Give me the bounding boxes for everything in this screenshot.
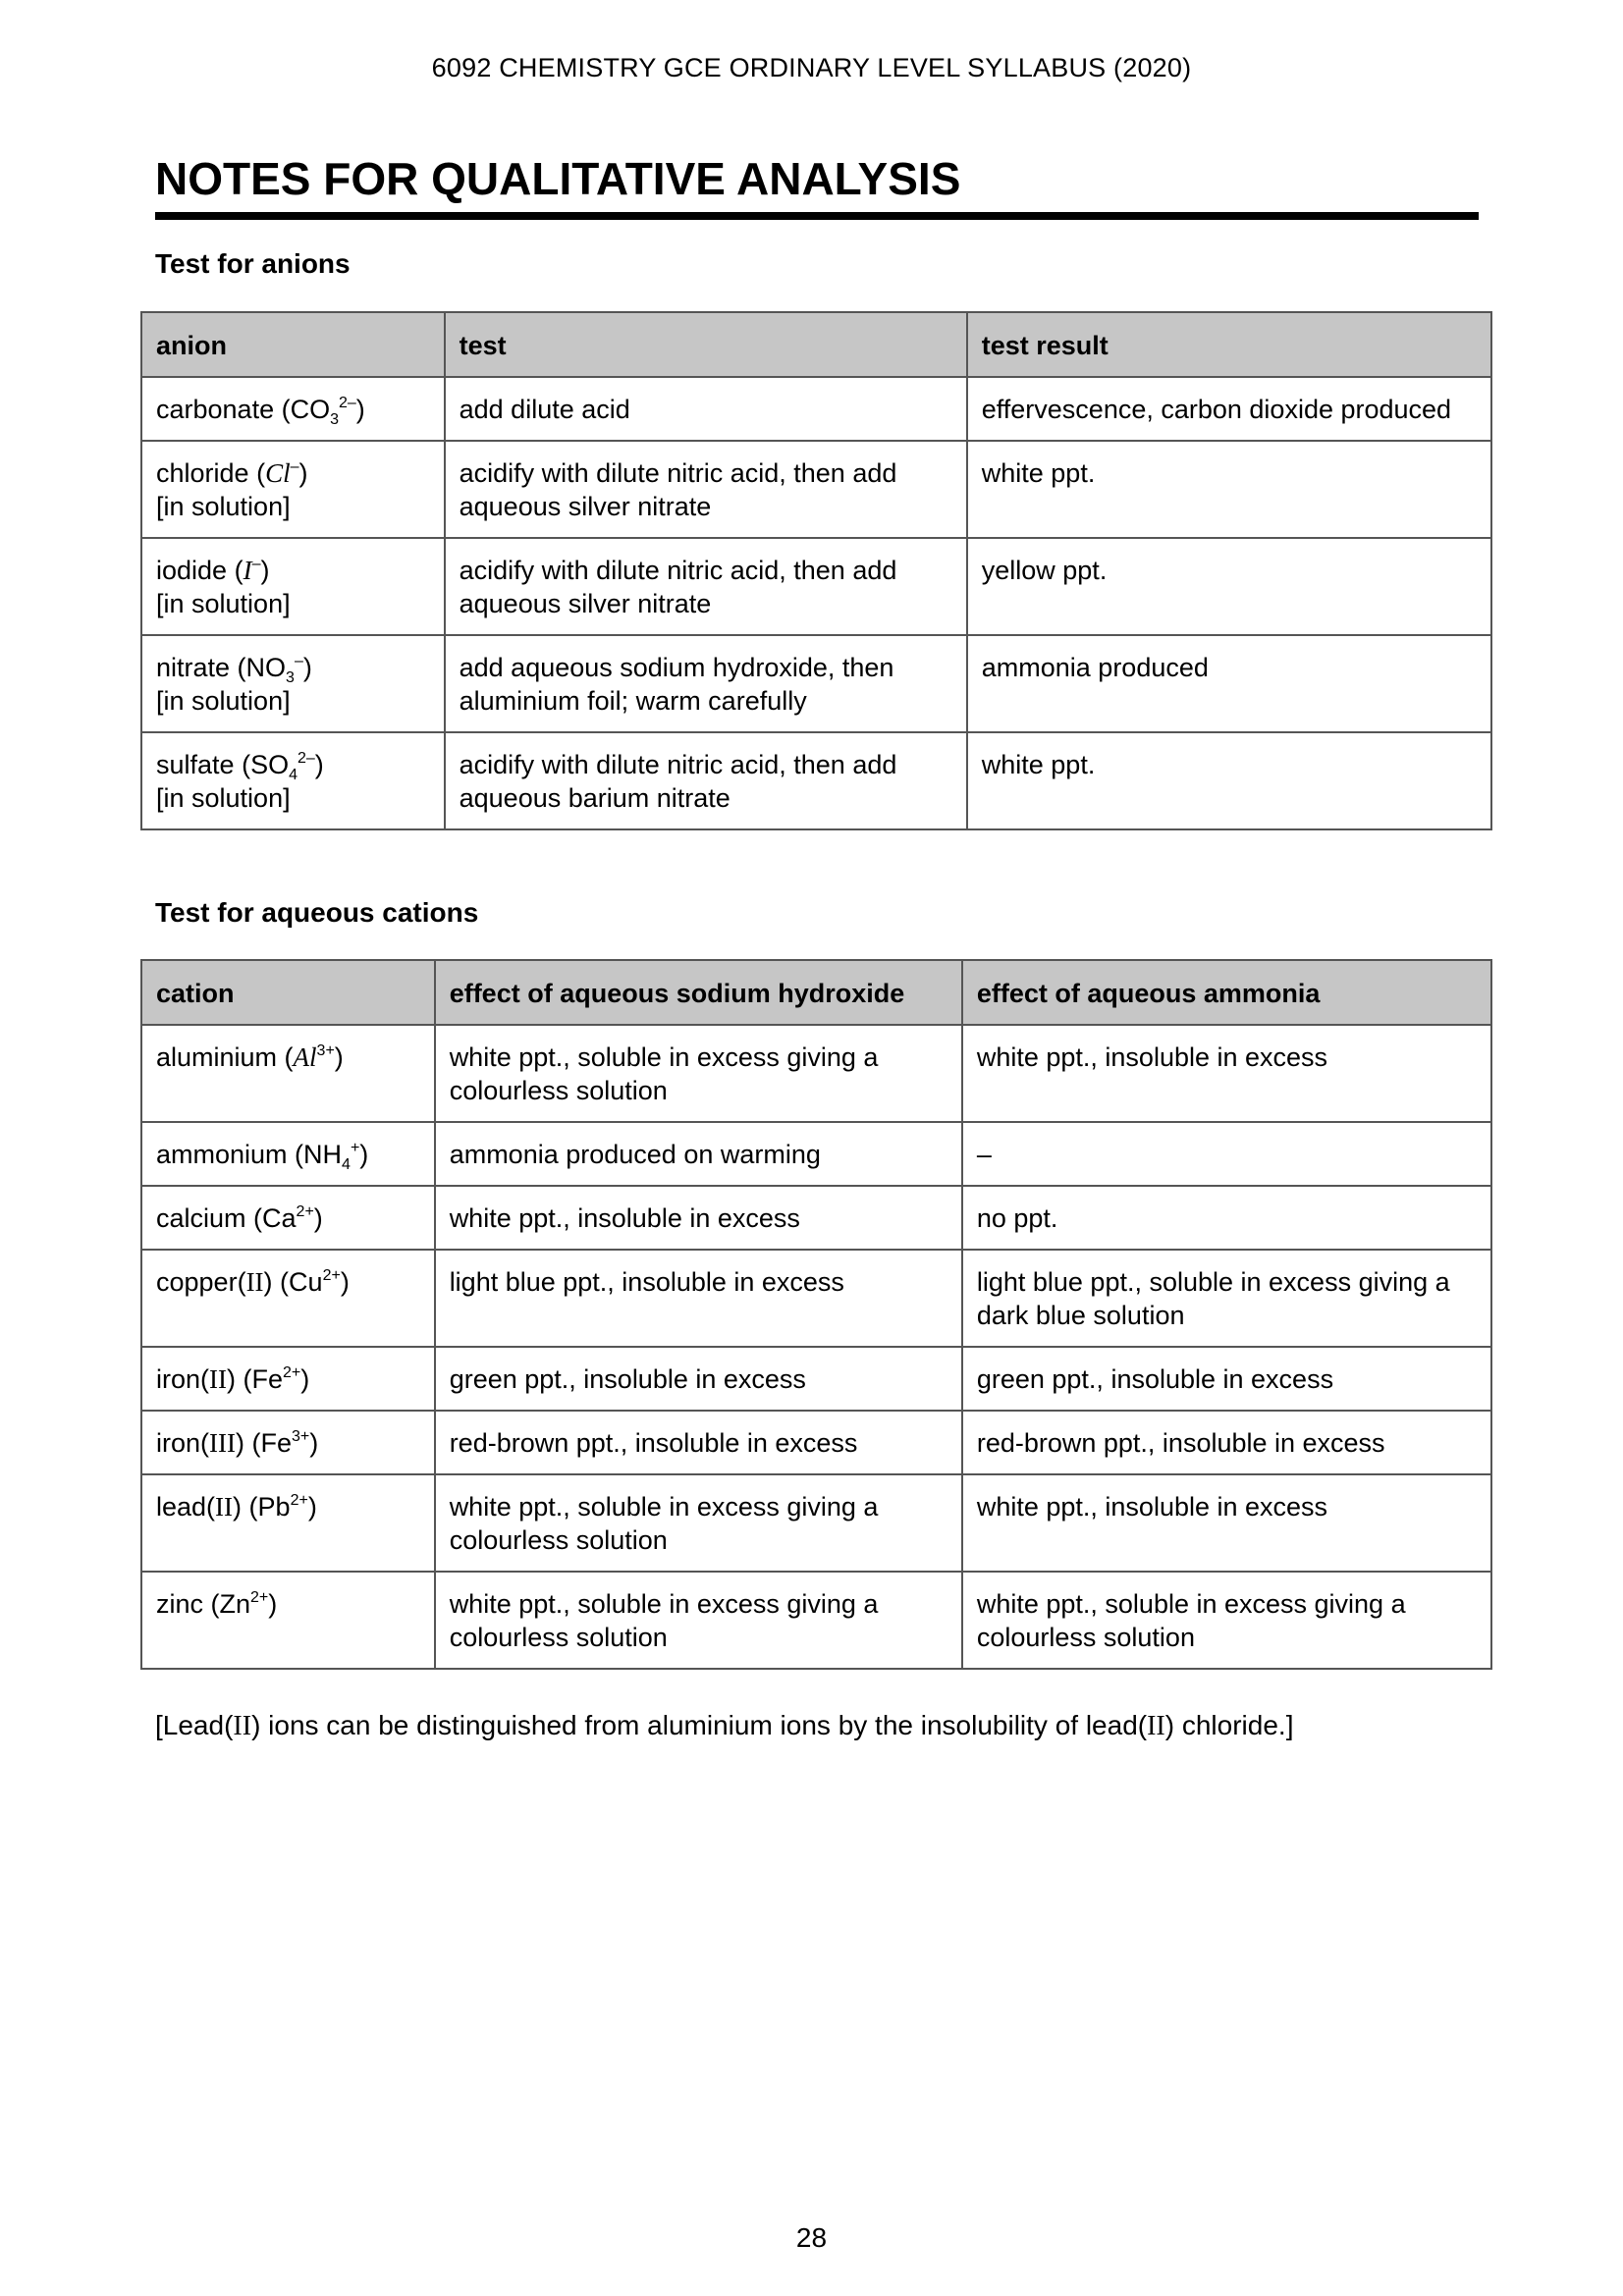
cell-line: light blue ppt., soluble in excess giving a bbox=[976, 1267, 1450, 1297]
test-cell bbox=[445, 538, 967, 635]
page-title: NOTES FOR QUALITATIVE ANALYSIS bbox=[155, 155, 1479, 220]
result-cell bbox=[967, 441, 1491, 538]
formula-subscript: 3 bbox=[286, 669, 295, 686]
formula-symbol: SO bbox=[250, 750, 290, 779]
formula-symbol: CO bbox=[290, 395, 331, 424]
page-header: 6092 CHEMISTRY GCE ORDINARY LEVEL SYLLABUS (2020) bbox=[431, 53, 1192, 82]
cell-line: – bbox=[976, 1140, 992, 1169]
cell-line: acidify with dilute nitric acid, then add bbox=[459, 750, 897, 779]
cell-line: aqueous silver nitrate bbox=[459, 492, 712, 521]
cell-line: white ppt., soluble in excess giving a bbox=[976, 1589, 1406, 1619]
formula-charge: 3+ bbox=[292, 1428, 310, 1445]
cell-line: green ppt., insoluble in excess bbox=[976, 1364, 1334, 1394]
formula-symbol: NH bbox=[303, 1140, 343, 1169]
naoh-effect-cell bbox=[435, 1025, 962, 1122]
cation-cell: aluminium $(Al^{3+})$ bbox=[141, 1025, 435, 1122]
formula-charge: 2– bbox=[297, 750, 315, 767]
anion-name: nitrate bbox=[156, 653, 231, 682]
cell-line: white ppt., soluble in excess giving a bbox=[449, 1589, 879, 1619]
column-header: anion bbox=[141, 312, 445, 377]
result-cell bbox=[967, 732, 1491, 829]
cation-name: copper bbox=[156, 1267, 238, 1297]
anion-name: carbonate bbox=[156, 395, 275, 424]
cell-line: light blue ppt., insoluble in excess bbox=[449, 1267, 844, 1297]
cation-name: lead bbox=[156, 1492, 207, 1522]
formula-charge: – bbox=[290, 458, 299, 475]
table-row bbox=[141, 1411, 1491, 1474]
cell-line: aluminium foil; warm carefully bbox=[459, 686, 807, 716]
roman-numeral: II bbox=[215, 1492, 234, 1522]
formula-charge: – bbox=[251, 556, 261, 572]
cell-line: acidify with dilute nitric acid, then add bbox=[459, 556, 897, 585]
anion-cell: sulfate $(SO_4^{2-})$ [in solution] bbox=[141, 732, 445, 829]
table-row bbox=[141, 1186, 1491, 1250]
formula-symbol: Cl bbox=[265, 458, 291, 488]
formula-symbol: Fe bbox=[260, 1428, 293, 1458]
cation-cell: zinc $(Zn^{2+})$ bbox=[141, 1572, 435, 1669]
column-header: test bbox=[445, 312, 967, 377]
anion-note: [in solution] bbox=[156, 589, 291, 618]
anion-name: iodide bbox=[156, 556, 228, 585]
formula-charge: 2– bbox=[339, 395, 356, 411]
test-cell bbox=[445, 732, 967, 829]
anion-cell: chloride (Cl–) [in solution] bbox=[141, 441, 445, 538]
anion-cell: nitrate $(NO_3^-)$ [in solution] bbox=[141, 635, 445, 732]
cell-line: white ppt., insoluble in excess bbox=[449, 1203, 800, 1233]
anion-name: sulfate bbox=[156, 750, 235, 779]
formula-symbol: Pb bbox=[257, 1492, 291, 1522]
anions-table bbox=[140, 311, 1492, 830]
footnote-text: ) chloride.] bbox=[1164, 1710, 1294, 1740]
table-header-row bbox=[141, 960, 1491, 1025]
roman-numeral: II bbox=[245, 1267, 264, 1297]
formula-charge: 2+ bbox=[290, 1492, 308, 1509]
naoh-effect-cell bbox=[435, 1572, 962, 1669]
result-cell bbox=[967, 377, 1491, 441]
table-row bbox=[141, 1474, 1491, 1572]
formula-charge: 2+ bbox=[322, 1267, 341, 1284]
column-header: effect of aqueous ammonia bbox=[962, 960, 1491, 1025]
cell-line: aqueous silver nitrate bbox=[459, 589, 712, 618]
page-number: 28 bbox=[795, 2222, 828, 2253]
roman-numeral: II bbox=[209, 1364, 228, 1394]
formula-charge: 3+ bbox=[316, 1042, 335, 1059]
formula-symbol: I bbox=[243, 556, 252, 585]
cation-cell: calcium $(Ca^{2+})$ bbox=[141, 1186, 435, 1250]
naoh-effect-cell bbox=[435, 1347, 962, 1411]
naoh-effect-cell bbox=[435, 1122, 962, 1186]
formula-charge: – bbox=[294, 653, 303, 669]
formula-charge: 2+ bbox=[296, 1203, 314, 1220]
footnote-text: [Lead( bbox=[155, 1710, 234, 1740]
anion-cell: iodide (I–) [in solution] bbox=[141, 538, 445, 635]
formula-symbol: Ca bbox=[262, 1203, 297, 1233]
ammonia-effect-cell bbox=[962, 1572, 1491, 1669]
formula-symbol: Cu bbox=[289, 1267, 323, 1297]
table-row bbox=[141, 1347, 1491, 1411]
cation-name: zinc bbox=[156, 1589, 204, 1619]
anion-note: [in solution] bbox=[156, 686, 291, 716]
anion-name: chloride bbox=[156, 458, 249, 488]
formula-charge: + bbox=[350, 1140, 360, 1156]
formula-charge: 2+ bbox=[283, 1364, 301, 1381]
anion-note: [in solution] bbox=[156, 492, 291, 521]
anion-note: [in solution] bbox=[156, 783, 291, 813]
cell-line: colourless solution bbox=[449, 1525, 668, 1555]
cell-line: red-brown ppt., insoluble in excess bbox=[976, 1428, 1385, 1458]
naoh-effect-cell bbox=[435, 1186, 962, 1250]
cations-table bbox=[140, 959, 1492, 1670]
formula-subscript: 3 bbox=[330, 411, 339, 428]
formula-symbol: NO bbox=[245, 653, 287, 682]
cell-line: yellow ppt. bbox=[981, 556, 1108, 585]
naoh-effect-cell bbox=[435, 1474, 962, 1572]
cell-line: effervescence, carbon dioxide produced bbox=[981, 395, 1452, 424]
anion-cell: carbonate $(CO_3^{2-})$ bbox=[141, 377, 445, 441]
formula-symbol: Fe bbox=[251, 1364, 284, 1394]
footnote-text: ) ions can be distinguished from aluminium ions by the insolubility of lead( bbox=[251, 1710, 1148, 1740]
ammonia-effect-cell bbox=[962, 1474, 1491, 1572]
roman-numeral: III bbox=[209, 1428, 237, 1458]
cation-name: ammonium bbox=[156, 1140, 288, 1169]
cell-line: white ppt., insoluble in excess bbox=[976, 1042, 1328, 1072]
table-header-row bbox=[141, 312, 1491, 377]
cations-heading: Test for aqueous cations bbox=[155, 897, 479, 928]
test-cell bbox=[445, 635, 967, 732]
roman-numeral: II bbox=[233, 1711, 252, 1741]
column-header: effect of aqueous sodium hydroxide bbox=[435, 960, 962, 1025]
table-row bbox=[141, 1572, 1491, 1669]
cell-line: no ppt. bbox=[976, 1203, 1058, 1233]
cation-cell: iron(II) $(Fe^{2+})$ bbox=[141, 1347, 435, 1411]
ammonia-effect-cell bbox=[962, 1250, 1491, 1347]
cation-name: iron bbox=[156, 1428, 201, 1458]
cell-line: colourless solution bbox=[976, 1623, 1195, 1652]
formula-subscript: 4 bbox=[342, 1156, 351, 1173]
cell-line: ammonia produced bbox=[981, 653, 1209, 682]
table-row bbox=[141, 441, 1491, 538]
naoh-effect-cell bbox=[435, 1411, 962, 1474]
cell-line: white ppt., soluble in excess giving a bbox=[449, 1492, 879, 1522]
cell-line: dark blue solution bbox=[976, 1301, 1185, 1330]
table-row bbox=[141, 1250, 1491, 1347]
cell-line: add aqueous sodium hydroxide, then bbox=[459, 653, 894, 682]
footnote bbox=[155, 1710, 1293, 1742]
test-cell bbox=[445, 377, 967, 441]
formula-subscript: 4 bbox=[289, 767, 298, 783]
cell-line: colourless solution bbox=[449, 1623, 668, 1652]
result-cell bbox=[967, 538, 1491, 635]
formula-symbol: Al bbox=[293, 1042, 317, 1072]
cation-cell: ammonium $(NH_4^+)$ bbox=[141, 1122, 435, 1186]
table-row bbox=[141, 732, 1491, 829]
cell-line: white ppt. bbox=[981, 750, 1096, 779]
anions-heading: Test for anions bbox=[155, 248, 351, 279]
cell-line: aqueous barium nitrate bbox=[459, 783, 730, 813]
ammonia-effect-cell bbox=[962, 1025, 1491, 1122]
roman-numeral: II bbox=[1147, 1711, 1165, 1741]
table-row bbox=[141, 1122, 1491, 1186]
ammonia-effect-cell bbox=[962, 1411, 1491, 1474]
cell-line: white ppt., soluble in excess giving a bbox=[449, 1042, 879, 1072]
cation-name: calcium bbox=[156, 1203, 246, 1233]
cell-line: ammonia produced on warming bbox=[449, 1140, 821, 1169]
cell-line: white ppt., insoluble in excess bbox=[976, 1492, 1328, 1522]
cell-line: add dilute acid bbox=[459, 395, 630, 424]
test-cell bbox=[445, 441, 967, 538]
table-row bbox=[141, 1025, 1491, 1122]
cation-cell: iron(III) $(Fe^{3+})$ bbox=[141, 1411, 435, 1474]
column-header: test result bbox=[967, 312, 1491, 377]
cell-line: colourless solution bbox=[449, 1076, 668, 1105]
cell-line: acidify with dilute nitric acid, then add bbox=[459, 458, 897, 488]
cell-line: white ppt. bbox=[981, 458, 1096, 488]
table-row bbox=[141, 377, 1491, 441]
cation-name: iron bbox=[156, 1364, 201, 1394]
cell-line: red-brown ppt., insoluble in excess bbox=[449, 1428, 858, 1458]
ammonia-effect-cell bbox=[962, 1347, 1491, 1411]
table-row bbox=[141, 538, 1491, 635]
naoh-effect-cell bbox=[435, 1250, 962, 1347]
cation-cell: copper(II) $(Cu^{2+})$ bbox=[141, 1250, 435, 1347]
cation-cell: lead(II) $(Pb^{2+})$ bbox=[141, 1474, 435, 1572]
ammonia-effect-cell bbox=[962, 1186, 1491, 1250]
cell-line: green ppt., insoluble in excess bbox=[449, 1364, 806, 1394]
formula-symbol: Zn bbox=[219, 1589, 251, 1619]
formula-charge: 2+ bbox=[250, 1589, 269, 1606]
ammonia-effect-cell bbox=[962, 1122, 1491, 1186]
table-row bbox=[141, 635, 1491, 732]
column-header: cation bbox=[141, 960, 435, 1025]
result-cell bbox=[967, 635, 1491, 732]
cation-name: aluminium bbox=[156, 1042, 278, 1072]
